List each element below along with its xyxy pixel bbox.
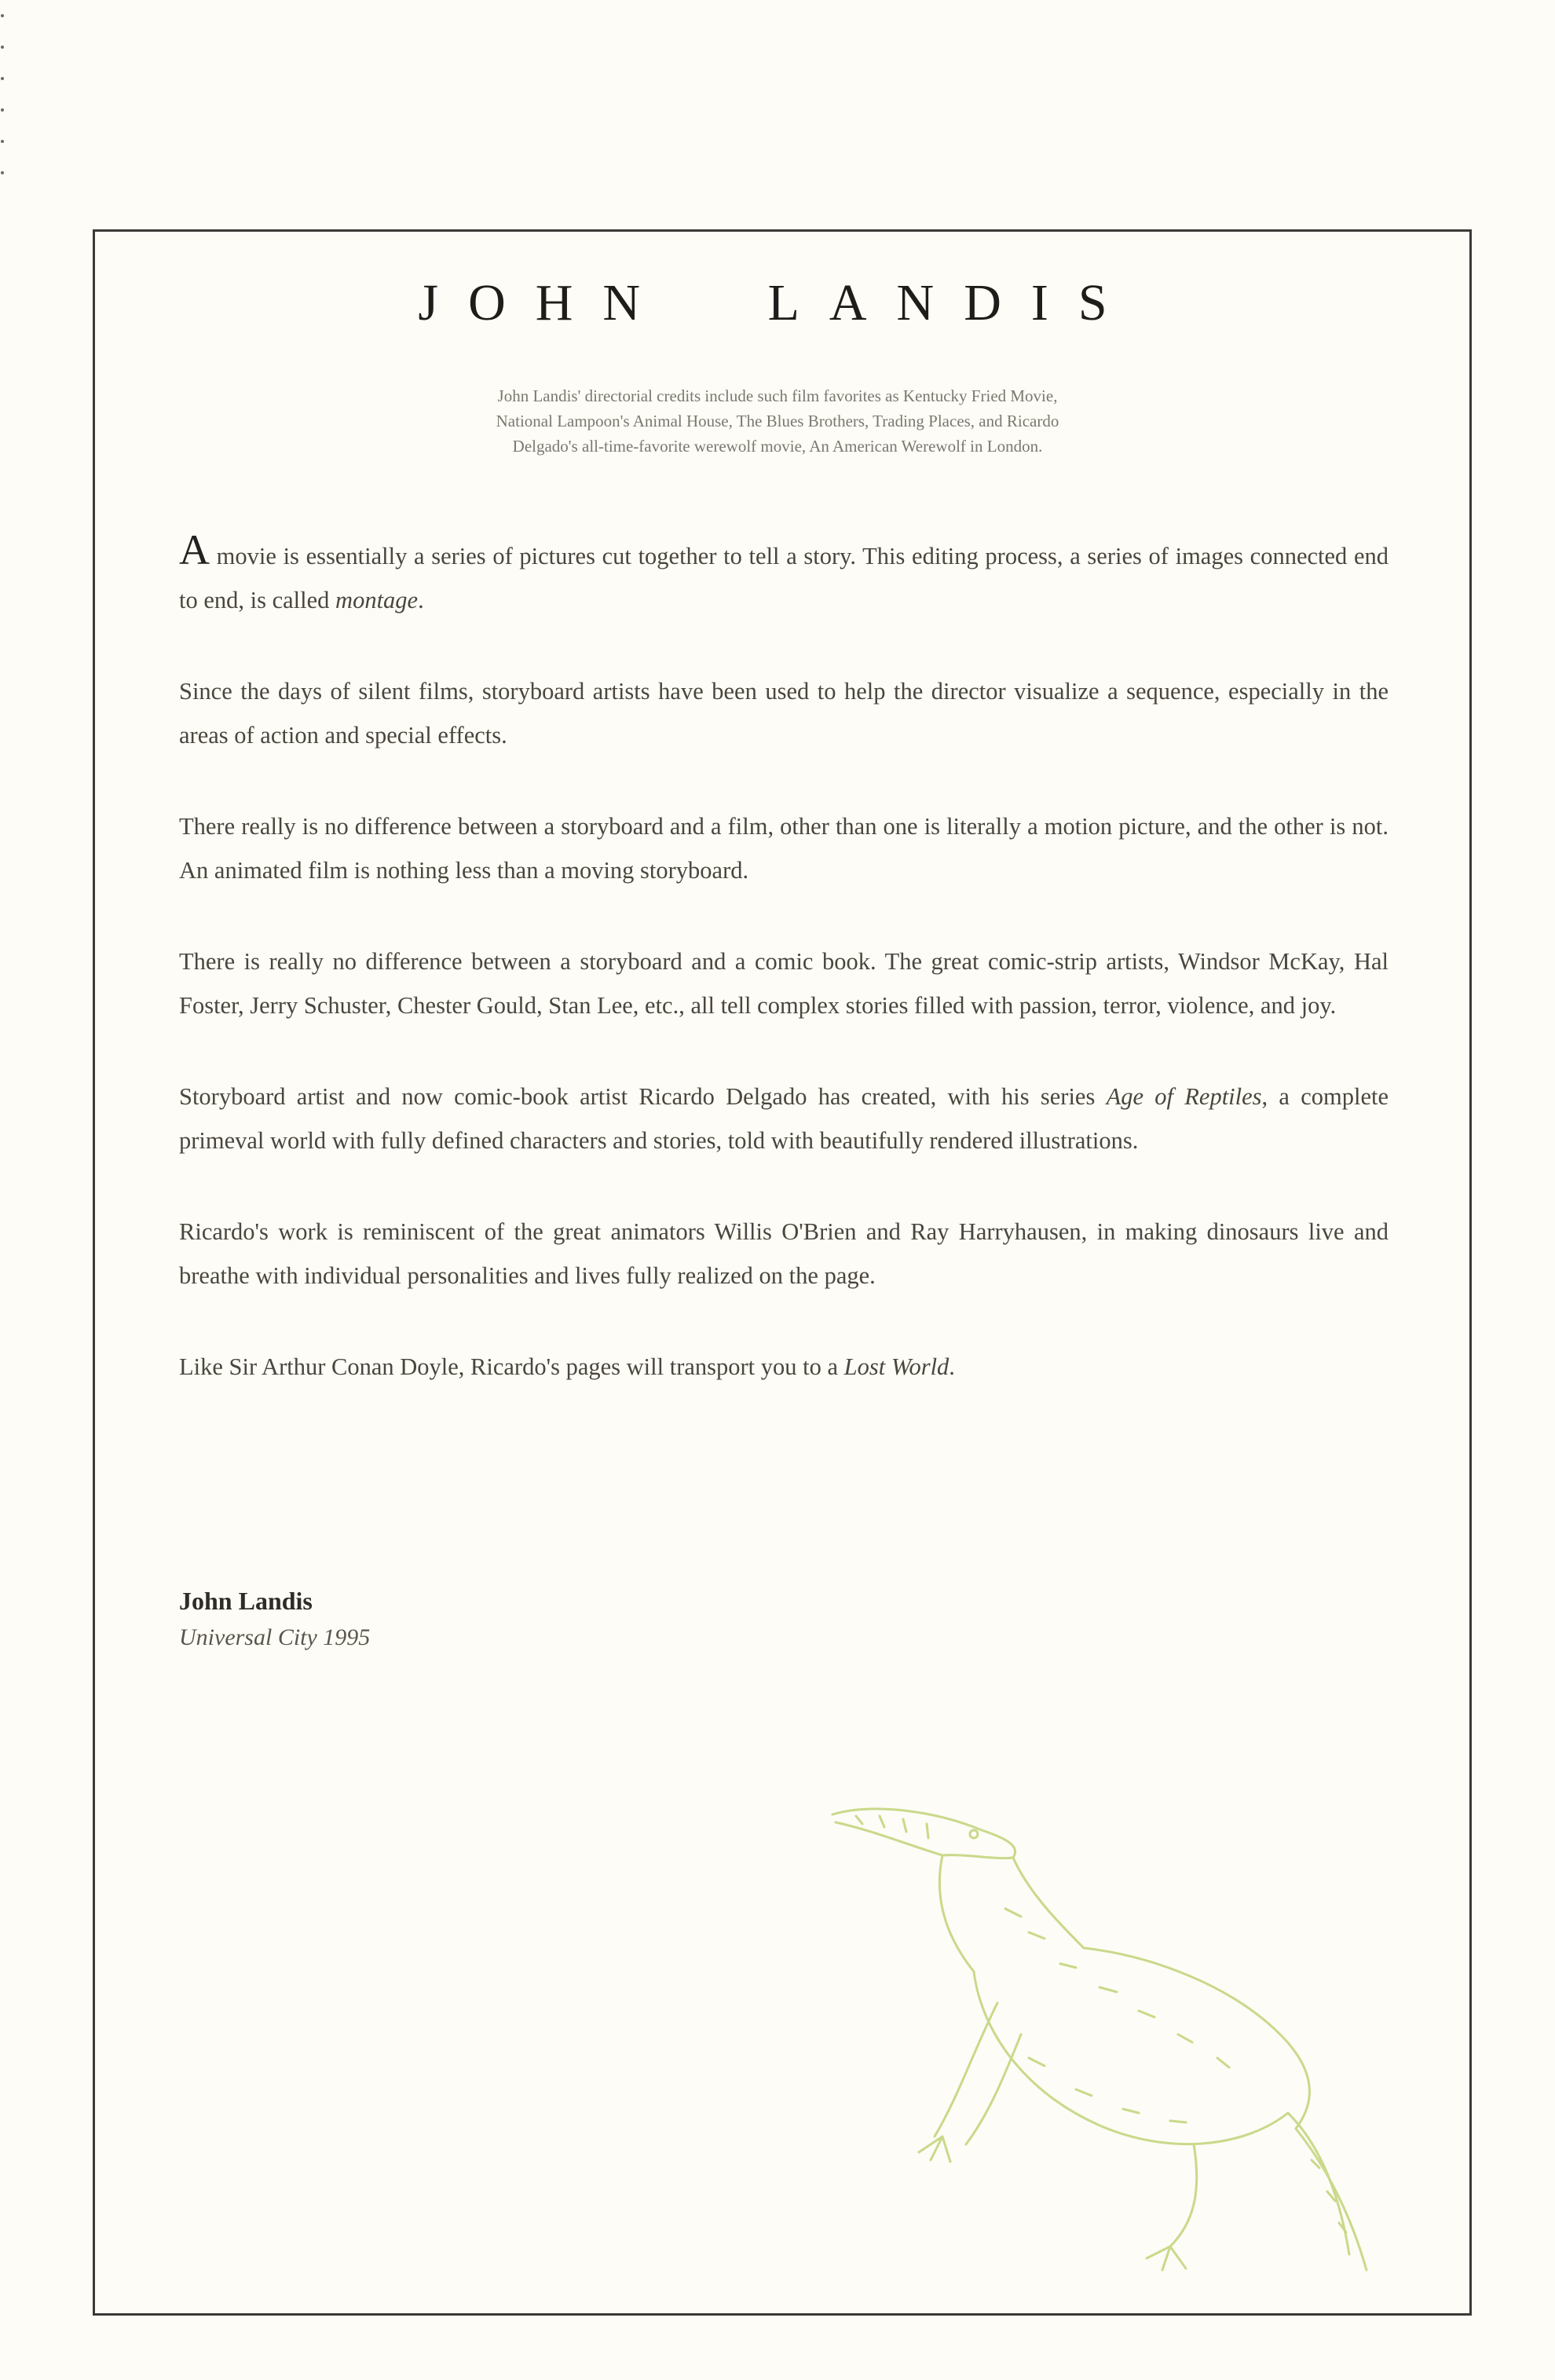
paragraph-4: There is really no difference between a storyboard and a comic book. The great comic-strip artists, Windsor McKay, Hal Foster, Jerry Schuster, Chester Gould, Stan Lee, etc., all tell complex stories filled with passion, terror, violence, and joy.	[179, 948, 1389, 1019]
drop-cap: A	[179, 526, 210, 573]
binding-holes	[0, 0, 9, 236]
credits-line: National Lampoon's Animal House, The Blues Brothers, Trading Places, and Ricardo	[496, 412, 1059, 430]
credits-line: Delgado's all-time-favorite werewolf movie, An American Werewolf in London.	[512, 437, 1043, 456]
paragraph-6: Ricardo's work is reminiscent of the great animators Willis O'Brien and Ray Harryhausen, in making dinosaurs live and breathe with individual personalities and lives fully realized on the page.	[179, 1218, 1389, 1289]
signature-name: John Landis	[179, 1587, 313, 1615]
credits-blurb	[236, 383, 1319, 459]
paragraph-5: Storyboard artist and now comic-book artist Ricardo Delgado has created, with his series Age of Reptiles, a complete primeval world with fully defined characters and stories, told with beautifully rendered illustrations.	[179, 1083, 1389, 1154]
page-title: JOHN LANDIS	[418, 274, 1137, 331]
paragraph-2: Since the days of silent films, storyboard artists have been used to help the director visualize a sequence, especially in the areas of action and special effects.	[179, 678, 1389, 749]
paragraph-3: There really is no difference between a storyboard and a film, other than one is literally a motion picture, and the other is not. An animated film is nothing less than a moving storyboard.	[179, 813, 1389, 884]
reptile-sketch-illustration	[825, 1799, 1390, 2286]
paragraph-7: Like Sir Arthur Conan Doyle, Ricardo's pages will transport you to a Lost World.	[179, 1353, 955, 1380]
paragraph-1: A movie is essentially a series of pictures cut together to tell a story. This editing process, a series of images connected end to end, is called montage.	[179, 526, 1389, 613]
signature-place-date: Universal City 1995	[179, 1624, 371, 1650]
credits-line: John Landis' directorial credits include such film favorites as Kentucky Fried Movie,	[497, 386, 1058, 405]
foreword-body	[179, 526, 1389, 1436]
